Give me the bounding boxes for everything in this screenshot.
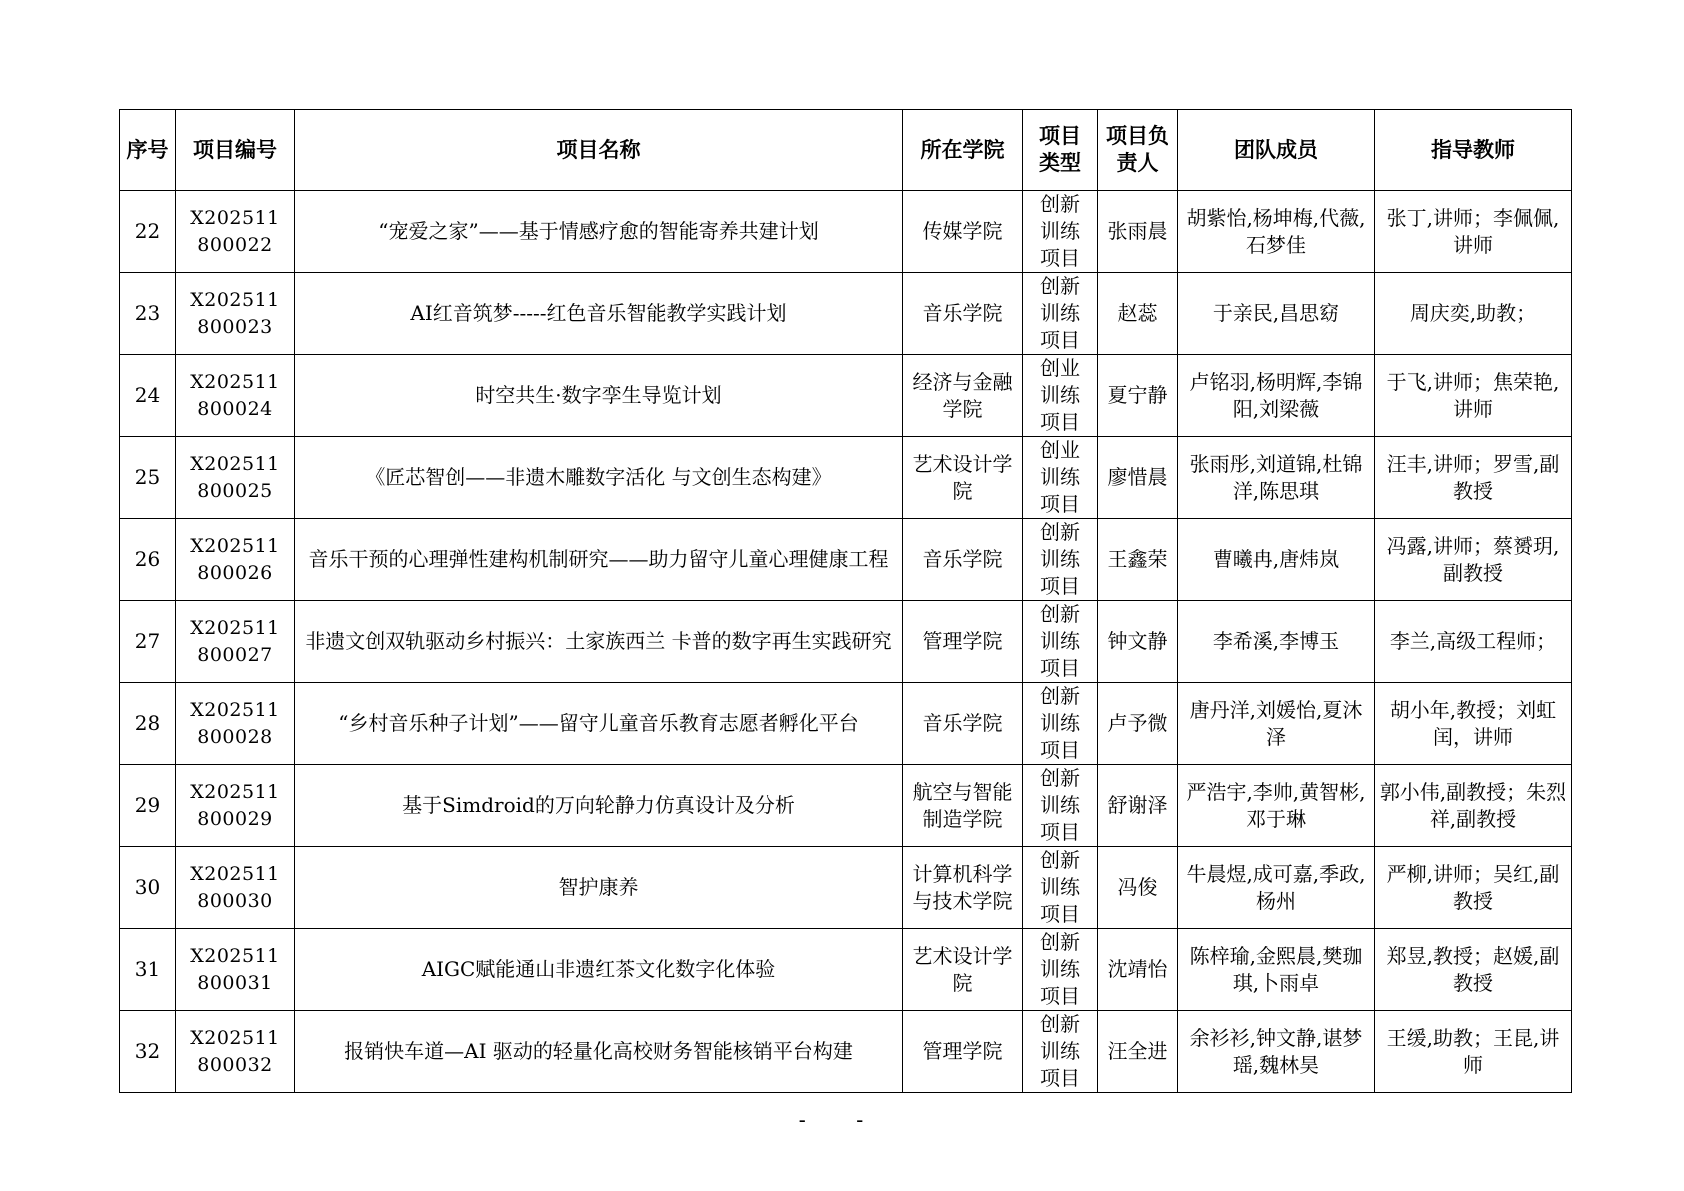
cell-code: X202511800029 bbox=[176, 765, 295, 847]
cell-advisor: 张丁,讲师；李佩佩,讲师 bbox=[1375, 191, 1572, 273]
cell-name: “乡村音乐种子计划”——留守儿童音乐教育志愿者孵化平台 bbox=[295, 683, 903, 765]
cell-no: 32 bbox=[120, 1011, 176, 1093]
cell-leader: 廖惜晨 bbox=[1098, 437, 1178, 519]
cell-code: X202511800032 bbox=[176, 1011, 295, 1093]
cell-college: 音乐学院 bbox=[903, 273, 1023, 355]
cell-no: 23 bbox=[120, 273, 176, 355]
cell-no: 22 bbox=[120, 191, 176, 273]
cell-advisor: 胡小年,教授；刘虹闰，讲师 bbox=[1375, 683, 1572, 765]
cell-type: 创业训练项目 bbox=[1023, 437, 1098, 519]
table-row bbox=[120, 355, 1572, 437]
header-no: 序号 bbox=[120, 110, 176, 191]
cell-no: 25 bbox=[120, 437, 176, 519]
cell-members: 唐丹洋,刘媛怡,夏沐泽 bbox=[1178, 683, 1375, 765]
cell-leader: 王鑫荣 bbox=[1098, 519, 1178, 601]
table-row bbox=[120, 929, 1572, 1011]
cell-advisor: 郑昱,教授；赵媛,副教授 bbox=[1375, 929, 1572, 1011]
cell-name: AI红音筑梦-----红色音乐智能教学实践计划 bbox=[295, 273, 903, 355]
cell-college: 经济与金融学院 bbox=[903, 355, 1023, 437]
cell-college: 航空与智能制造学院 bbox=[903, 765, 1023, 847]
cell-code: X202511800023 bbox=[176, 273, 295, 355]
header-leader: 项目负责人 bbox=[1098, 110, 1178, 191]
cell-code: X202511800024 bbox=[176, 355, 295, 437]
cell-members: 牛晨煜,成可嘉,季政,杨州 bbox=[1178, 847, 1375, 929]
cell-name: 时空共生·数字孪生导览计划 bbox=[295, 355, 903, 437]
cell-leader: 舒谢泽 bbox=[1098, 765, 1178, 847]
cell-type: 创业训练项目 bbox=[1023, 355, 1098, 437]
cell-no: 31 bbox=[120, 929, 176, 1011]
cell-leader: 卢予微 bbox=[1098, 683, 1178, 765]
cell-members: 于亲民,昌思窈 bbox=[1178, 273, 1375, 355]
cell-advisor: 严柳,讲师；吴红,副教授 bbox=[1375, 847, 1572, 929]
cell-code: X202511800026 bbox=[176, 519, 295, 601]
cell-college: 艺术设计学院 bbox=[903, 437, 1023, 519]
header-advisor: 指导教师 bbox=[1375, 110, 1572, 191]
cell-type: 创新训练项目 bbox=[1023, 1011, 1098, 1093]
header-members: 团队成员 bbox=[1178, 110, 1375, 191]
cell-name: AIGC赋能通山非遗红茶文化数字化体验 bbox=[295, 929, 903, 1011]
cell-no: 27 bbox=[120, 601, 176, 683]
cell-type: 创新训练项目 bbox=[1023, 765, 1098, 847]
cell-name: 音乐干预的心理弹性建构机制研究——助力留守儿童心理健康工程 bbox=[295, 519, 903, 601]
cell-code: X202511800028 bbox=[176, 683, 295, 765]
cell-type: 创新训练项目 bbox=[1023, 929, 1098, 1011]
cell-members: 陈梓瑜,金熙晨,樊珈琪,卜雨卓 bbox=[1178, 929, 1375, 1011]
cell-members: 张雨彤,刘道锦,杜锦洋,陈思琪 bbox=[1178, 437, 1375, 519]
cell-type: 创新训练项目 bbox=[1023, 273, 1098, 355]
cell-college: 传媒学院 bbox=[903, 191, 1023, 273]
cell-code: X202511800030 bbox=[176, 847, 295, 929]
table-row bbox=[120, 519, 1572, 601]
cell-type: 创新训练项目 bbox=[1023, 191, 1098, 273]
cell-name: 基于Simdroid的万向轮静力仿真设计及分析 bbox=[295, 765, 903, 847]
cell-leader: 汪全进 bbox=[1098, 1011, 1178, 1093]
page-number: - - bbox=[798, 1108, 886, 1132]
cell-leader: 夏宁静 bbox=[1098, 355, 1178, 437]
table-row bbox=[120, 273, 1572, 355]
cell-members: 卢铭羽,杨明辉,李锦阳,刘梁薇 bbox=[1178, 355, 1375, 437]
cell-advisor: 周庆奕,助教； bbox=[1375, 273, 1572, 355]
header-name: 项目名称 bbox=[295, 110, 903, 191]
cell-leader: 沈靖怡 bbox=[1098, 929, 1178, 1011]
cell-code: X202511800025 bbox=[176, 437, 295, 519]
cell-no: 28 bbox=[120, 683, 176, 765]
table-row bbox=[120, 847, 1572, 929]
cell-leader: 钟文静 bbox=[1098, 601, 1178, 683]
table-row bbox=[120, 191, 1572, 273]
cell-type: 创新训练项目 bbox=[1023, 601, 1098, 683]
cell-college: 艺术设计学院 bbox=[903, 929, 1023, 1011]
cell-advisor: 郭小伟,副教授；朱烈祥,副教授 bbox=[1375, 765, 1572, 847]
cell-advisor: 李兰,高级工程师； bbox=[1375, 601, 1572, 683]
cell-members: 李希溪,李博玉 bbox=[1178, 601, 1375, 683]
cell-college: 管理学院 bbox=[903, 601, 1023, 683]
cell-leader: 赵蕊 bbox=[1098, 273, 1178, 355]
cell-name: 报销快车道—AI 驱动的轻量化高校财务智能核销平台构建 bbox=[295, 1011, 903, 1093]
header-row bbox=[120, 110, 1572, 191]
table-row bbox=[120, 765, 1572, 847]
cell-college: 管理学院 bbox=[903, 1011, 1023, 1093]
header-type: 项目类型 bbox=[1023, 110, 1098, 191]
cell-no: 30 bbox=[120, 847, 176, 929]
cell-members: 胡紫怡,杨坤梅,代薇,石梦佳 bbox=[1178, 191, 1375, 273]
cell-advisor: 王缓,助教；王昆,讲师 bbox=[1375, 1011, 1572, 1093]
cell-no: 24 bbox=[120, 355, 176, 437]
cell-leader: 张雨晨 bbox=[1098, 191, 1178, 273]
cell-code: X202511800031 bbox=[176, 929, 295, 1011]
cell-name: 非遗文创双轨驱动乡村振兴：土家族西兰 卡普的数字再生实践研究 bbox=[295, 601, 903, 683]
cell-no: 26 bbox=[120, 519, 176, 601]
cell-members: 严浩宇,李帅,黄智彬,邓于琳 bbox=[1178, 765, 1375, 847]
cell-type: 创新训练项目 bbox=[1023, 683, 1098, 765]
cell-name: “宠爱之家”——基于情感疗愈的智能寄养共建计划 bbox=[295, 191, 903, 273]
cell-advisor: 于飞,讲师；焦荣艳,讲师 bbox=[1375, 355, 1572, 437]
cell-type: 创新训练项目 bbox=[1023, 519, 1098, 601]
cell-name: 《匠芯智创——非遗木雕数字活化 与文创生态构建》 bbox=[295, 437, 903, 519]
cell-college: 音乐学院 bbox=[903, 519, 1023, 601]
cell-code: X202511800027 bbox=[176, 601, 295, 683]
cell-no: 29 bbox=[120, 765, 176, 847]
cell-college: 音乐学院 bbox=[903, 683, 1023, 765]
cell-leader: 冯俊 bbox=[1098, 847, 1178, 929]
cell-members: 余衫衫,钟文静,谌梦瑶,魏林昊 bbox=[1178, 1011, 1375, 1093]
header-college: 所在学院 bbox=[903, 110, 1023, 191]
table-row bbox=[120, 1011, 1572, 1093]
cell-advisor: 汪丰,讲师；罗雪,副教授 bbox=[1375, 437, 1572, 519]
table-row bbox=[120, 437, 1572, 519]
cell-college: 计算机科学与技术学院 bbox=[903, 847, 1023, 929]
cell-code: X202511800022 bbox=[176, 191, 295, 273]
project-table bbox=[119, 109, 1572, 1093]
header-code: 项目编号 bbox=[176, 110, 295, 191]
cell-members: 曹曦冉,唐炜岚 bbox=[1178, 519, 1375, 601]
table-row bbox=[120, 601, 1572, 683]
cell-type: 创新训练项目 bbox=[1023, 847, 1098, 929]
cell-advisor: 冯露,讲师；蔡赟玥,副教授 bbox=[1375, 519, 1572, 601]
cell-name: 智护康养 bbox=[295, 847, 903, 929]
table-row bbox=[120, 683, 1572, 765]
